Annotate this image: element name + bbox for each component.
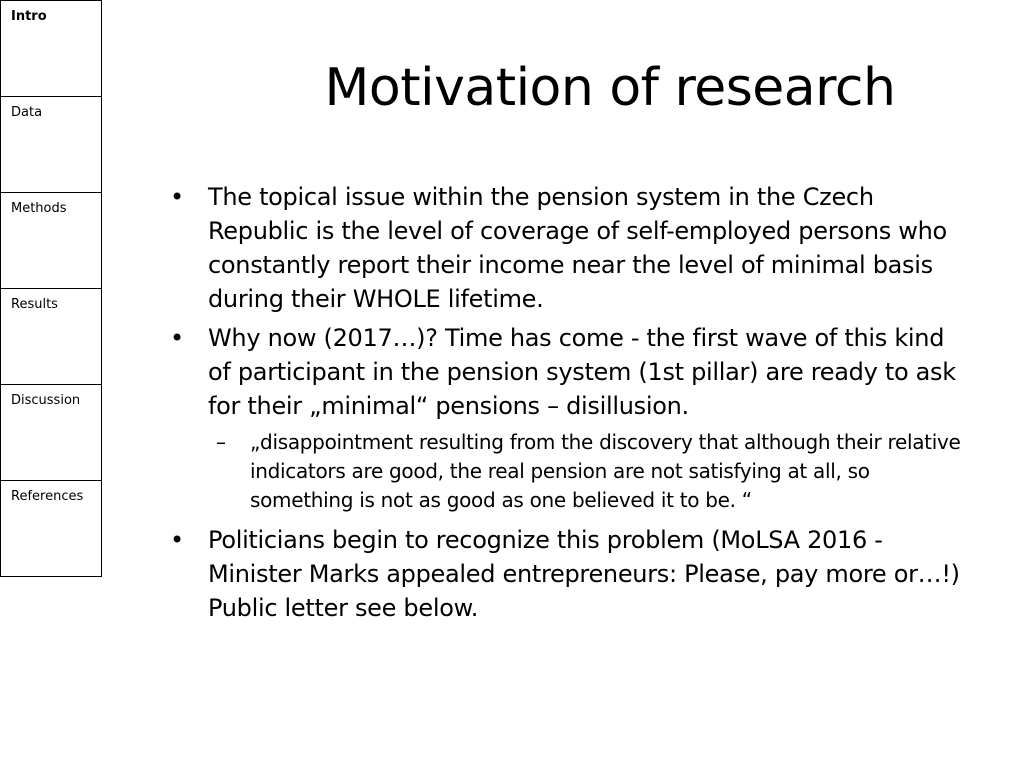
bullet-marker: • bbox=[170, 183, 185, 211]
nav-item-discussion[interactable] bbox=[0, 385, 102, 481]
nav-item-label: Discussion bbox=[11, 393, 81, 408]
nav-item-results[interactable] bbox=[0, 289, 102, 385]
slide-body bbox=[168, 180, 968, 630]
sub-bullet-marker: – bbox=[216, 430, 226, 454]
bullet-item bbox=[168, 180, 968, 316]
nav-item-label: References bbox=[11, 489, 84, 504]
nav-item-label: Intro bbox=[11, 9, 47, 24]
nav-item-data[interactable] bbox=[0, 97, 102, 193]
bullet-text: Why now (2017…)? Time has come - the first wave of this kind of participant in the pension system (1st pillar) are ready to ask for their „minimal“ pensions – disillusion. bbox=[208, 324, 956, 420]
bullet-item bbox=[168, 523, 968, 625]
bullet-item bbox=[168, 321, 968, 423]
nav-item-references[interactable] bbox=[0, 481, 102, 577]
bullet-marker: • bbox=[170, 526, 185, 554]
slide-title: Motivation of research bbox=[324, 58, 896, 118]
sub-bullet-text: „disappointment resulting from the discovery that although their relative indicators are good, the real pension are not satisfying at all, so something is not as good as one believed it to be. “ bbox=[250, 430, 961, 512]
nav-item-intro[interactable] bbox=[0, 0, 102, 97]
nav-item-label: Methods bbox=[11, 201, 67, 216]
bullet-text: The topical issue within the pension system in the Czech Republic is the level of coverage of self-employed persons who constantly report their income near the level of minimal basis during their WHOLE lifetime. bbox=[208, 183, 947, 313]
sub-bullet-item bbox=[216, 428, 968, 515]
nav-item-label: Results bbox=[11, 297, 58, 312]
nav-item-label: Data bbox=[11, 105, 43, 120]
bullet-marker: • bbox=[170, 324, 185, 352]
nav-item-methods[interactable] bbox=[0, 193, 102, 289]
bullet-text: Politicians begin to recognize this problem (MoLSA 2016 - Minister Marks appealed entrepreneurs: Please, pay more or…!) Public letter see below. bbox=[208, 526, 960, 622]
section-nav bbox=[0, 0, 102, 577]
